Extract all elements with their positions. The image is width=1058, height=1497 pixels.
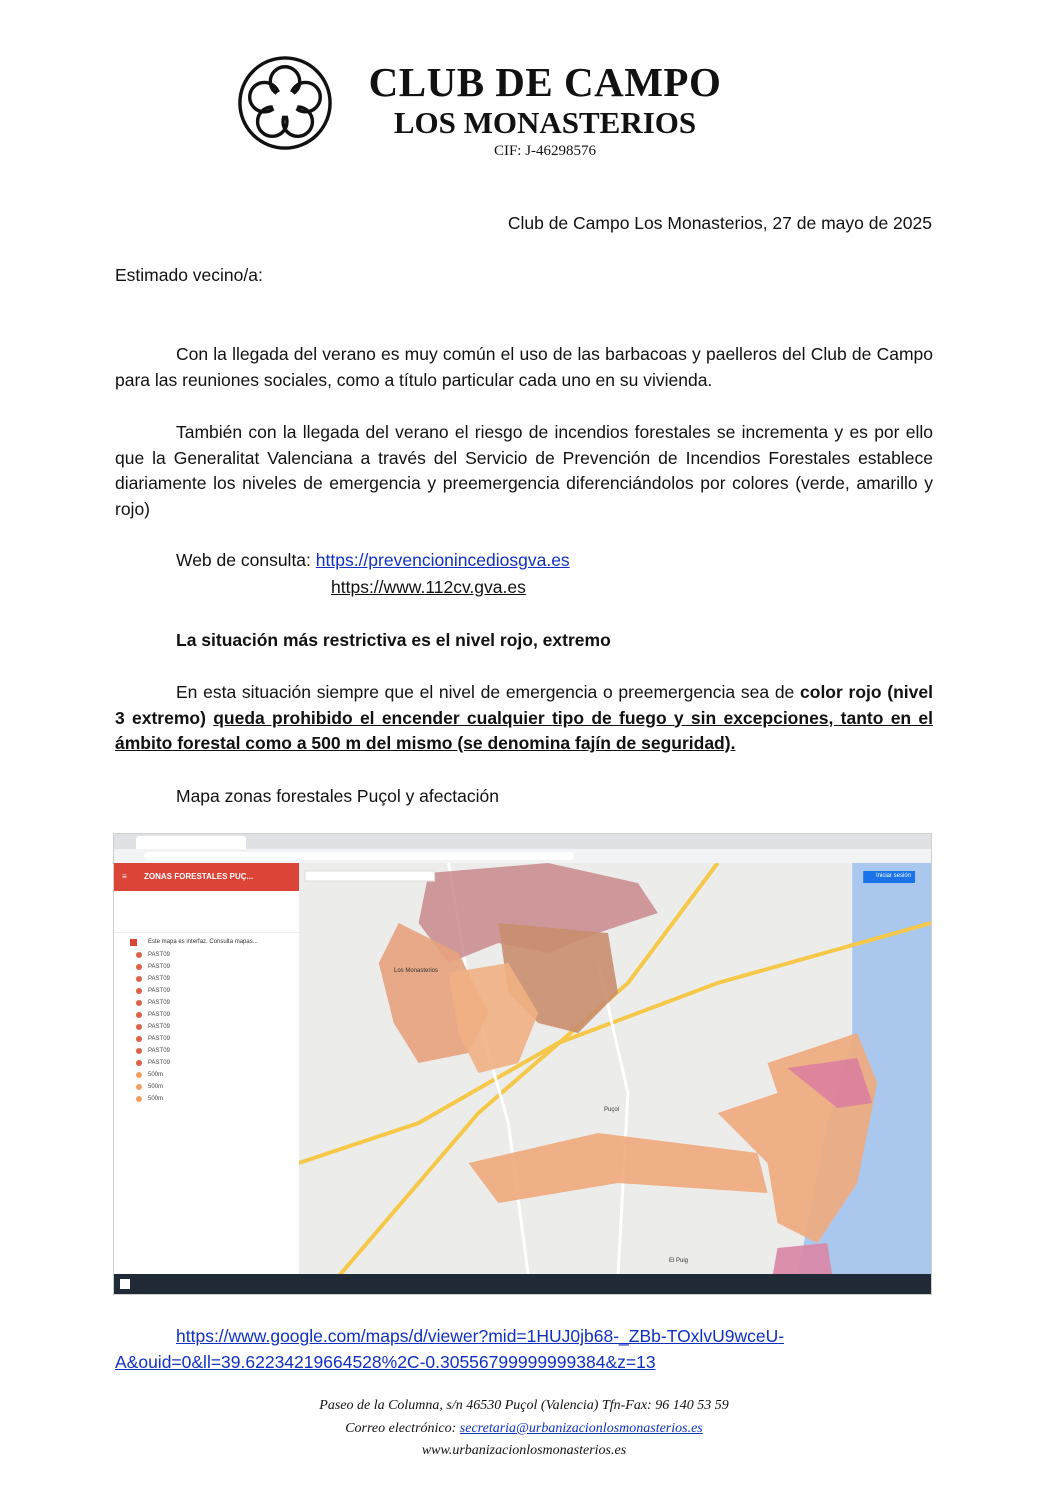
layer-checkbox[interactable] — [130, 939, 137, 946]
map-screenshot — [113, 833, 932, 1295]
layer-item[interactable]: PAST09 — [114, 961, 299, 973]
layer-list — [114, 949, 299, 1105]
web-label: Web de consulta: — [176, 550, 311, 570]
web-link-1[interactable]: https://prevencionincediosgva.es — [315, 550, 570, 570]
date-line: Club de Campo Los Monasterios, 27 de mayo de 2025 — [507, 213, 932, 233]
layer-item[interactable]: PAST09 — [114, 1045, 299, 1057]
map-panel-info — [114, 891, 299, 933]
footer-email-label: Correo electrónico: — [345, 1421, 460, 1436]
browser-tab-bar — [114, 834, 931, 849]
zone-pink-south — [773, 1243, 833, 1276]
map-side-panel — [114, 863, 300, 1276]
paragraph-3-prohibition: queda prohibido el encender cualquier tipo de fuego y sin excepciones, tanto en el ámbito forestal como a 500 m del mismo (se denomina fajín de seguridad). — [115, 707, 933, 753]
layer-item[interactable]: PAST09 — [114, 1009, 299, 1021]
layer-item[interactable]: PAST09 — [114, 1033, 299, 1045]
place-label-monasterios: Los Monasterios — [394, 968, 439, 974]
web-link-2-row — [331, 577, 526, 598]
layer-item[interactable]: 500m — [114, 1093, 299, 1105]
web-link-2[interactable]: https://www.112cv.gva.es — [331, 577, 526, 597]
layer-item[interactable]: 500m — [114, 1081, 299, 1093]
map-panel-title: ZONAS FORESTALES PUÇ... — [144, 872, 254, 881]
map-canvas[interactable] — [299, 863, 931, 1276]
layer-item[interactable]: PAST09 — [114, 949, 299, 961]
browser-tab[interactable] — [136, 836, 246, 849]
paragraph-2-text: También con la llegada del verano el riesgo de incendios forestales se incrementa y es por ello que la Generalitat Valenciana a través del Servicio de Prevención de Incendios Forestales establece diariamente los niveles de emergencia y preemergencia diferenciándolos por colores (verde, amarillo y rojo) — [115, 422, 933, 519]
map-url-link[interactable]: https://www.google.com/maps/d/viewer?mid=1HUJ0jb68-_ZBb-TOxlvU9wceU-A&ouid=0&ll=39.62234219664528%2C-0.30556799999999384&z=13 — [115, 1326, 785, 1372]
windows-start-icon[interactable] — [120, 1279, 130, 1289]
header-title: CLUB DE CAMPO — [368, 59, 722, 105]
menu-icon[interactable]: ≡ — [122, 872, 127, 881]
place-label-pucol: Puçol — [604, 1107, 620, 1113]
header-subtitle: LOS MONASTERIOS — [393, 105, 697, 140]
map-panel-note — [114, 933, 299, 949]
club-logo — [236, 54, 334, 152]
map-panel-note-text: Este mapa es interfaz. Consulta mapas... — [148, 939, 258, 945]
footer-website: www.urbanizacionlosmonasterios.es — [421, 1443, 627, 1458]
map-panel-header — [114, 863, 299, 891]
place-label-el-puig: El Puig — [669, 1258, 689, 1264]
layer-item[interactable]: PAST09 — [114, 997, 299, 1009]
browser-address-bar[interactable] — [114, 849, 931, 864]
windows-taskbar — [114, 1274, 931, 1294]
header-cif: CIF: J-46298576 — [493, 143, 597, 159]
paragraph-3-bold: color rojo (nivel 3 extremo) — [115, 682, 933, 728]
paragraph-1-text: Con la llegada del verano es muy común el uso de las barbacoas y paelleros del Club de Campo para las reuniones sociales, como a título particular cada uno en su vivienda. — [115, 344, 933, 390]
address-field[interactable] — [144, 852, 574, 860]
layer-item[interactable]: PAST09 — [114, 973, 299, 985]
greeting: Estimado vecino/a: — [115, 265, 263, 285]
footer-email-line — [115, 1421, 933, 1437]
layer-item[interactable]: PAST09 — [114, 985, 299, 997]
paragraph-3 — [115, 680, 933, 757]
layer-item[interactable]: PAST09 — [114, 1021, 299, 1033]
footer-address: Paseo de la Columna, s/n 46530 Puçol (Valencia) Tfn-Fax: 96 140 53 59 — [319, 1398, 729, 1413]
layer-item[interactable]: PAST09 — [114, 1057, 299, 1069]
web-consulta — [176, 550, 570, 571]
paragraph-3-plain: En esta situación siempre que el nivel de emergencia o preemergencia sea de — [176, 682, 801, 702]
map-drawing — [299, 863, 931, 1276]
layer-item[interactable]: 500m — [114, 1069, 299, 1081]
restrictive-heading: La situación más restrictiva es el nivel rojo, extremo — [176, 630, 611, 650]
footer-email[interactable]: secretaria@urbanizacionlosmonasterios.es — [459, 1421, 703, 1436]
paragraph-2 — [115, 420, 933, 522]
map-caption: Mapa zonas forestales Puçol y afectación — [176, 786, 499, 806]
map-url — [115, 1323, 935, 1375]
sign-in-label[interactable]: Iniciar sesión — [875, 873, 911, 879]
paragraph-1 — [115, 342, 933, 393]
